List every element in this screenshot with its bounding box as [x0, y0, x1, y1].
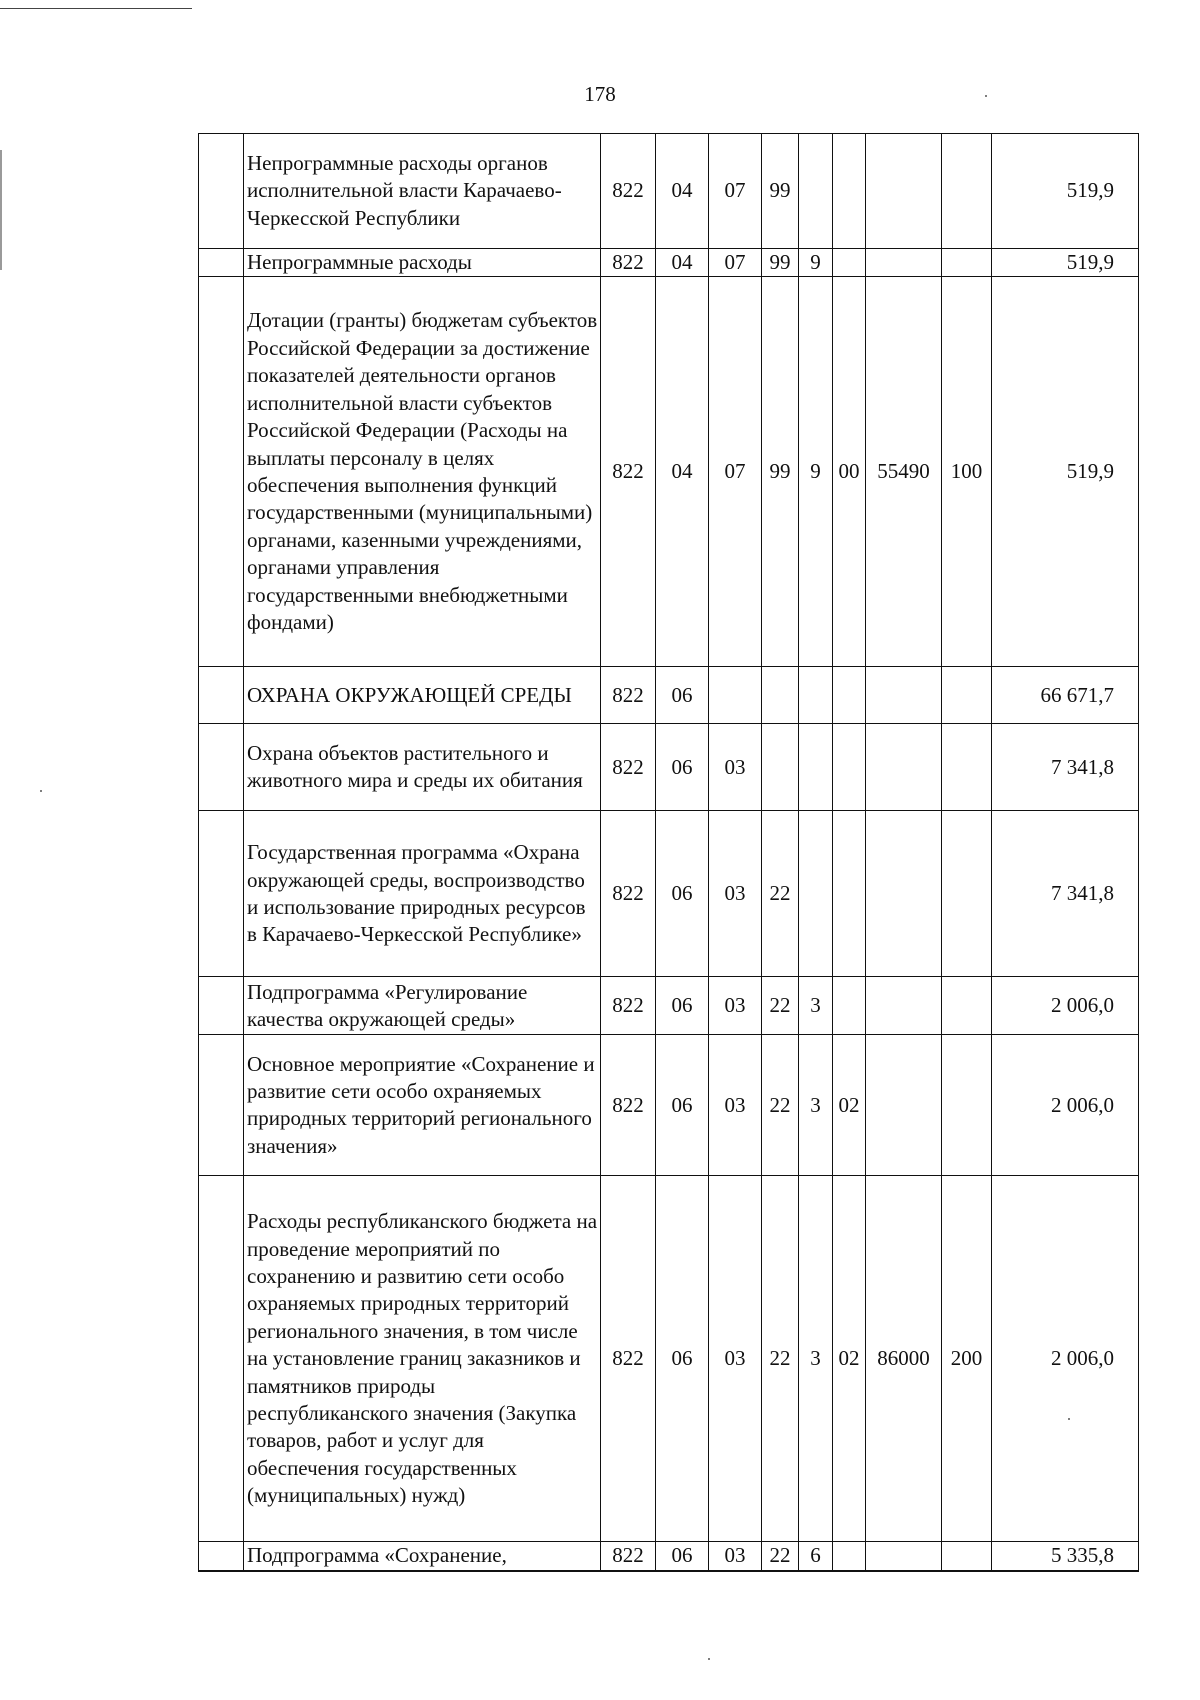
expense-name: Непрограммные расходы органов исполнительной власти Карачаево-Черкесской Республики: [244, 134, 601, 249]
expense-name: Непрограммные расходы: [244, 249, 601, 277]
subprogram-code: [799, 811, 833, 977]
row-number-cell: [199, 724, 244, 811]
expense-type-code: 200: [942, 1176, 992, 1542]
amount: 66 671,7: [992, 667, 1139, 724]
scan-edge-line: [0, 8, 192, 9]
expense-name: Охрана объектов растительного и животного мира и среды их обитания: [244, 724, 601, 811]
expense-type-code: [942, 811, 992, 977]
subprogram-code: 3: [799, 977, 833, 1035]
program-code: 99: [762, 134, 799, 249]
program-code: 22: [762, 1035, 799, 1176]
budget-table: [198, 133, 1139, 1572]
ved-code: 822: [601, 811, 656, 977]
amount: 7 341,8: [992, 724, 1139, 811]
expense-name: Дотации (гранты) бюджетам субъектов Российской Федерации за достижение показателей деятельности органов исполнительной власти субъектов Российской Федерации (Расходы на выплаты персоналу в целях обеспечения выполнения функций государственными (муниципальными) органами, казенными учреждениями, органами управления государственными внебюджетными фондами): [244, 277, 601, 667]
event-code: 00: [833, 277, 866, 667]
direction-code: 55490: [866, 277, 942, 667]
program-code: 22: [762, 977, 799, 1035]
row-number-cell: [199, 977, 244, 1035]
subsection-code: 07: [709, 277, 762, 667]
program-code: 99: [762, 277, 799, 667]
expense-type-code: [942, 134, 992, 249]
event-code: [833, 1542, 866, 1571]
amount: 5 335,8: [992, 1542, 1139, 1571]
section-code: 06: [656, 977, 709, 1035]
ved-code: 822: [601, 1542, 656, 1571]
direction-code: [866, 1035, 942, 1176]
table-row: [199, 667, 1139, 724]
subsection-code: 03: [709, 1176, 762, 1542]
table-row: [199, 977, 1139, 1035]
row-number-cell: [199, 667, 244, 724]
table-row: [199, 134, 1139, 249]
event-code: [833, 811, 866, 977]
direction-code: [866, 1542, 942, 1571]
section-code: 06: [656, 724, 709, 811]
page-number: 178: [584, 82, 616, 106]
subprogram-code: 6: [799, 1542, 833, 1571]
table-row: [199, 811, 1139, 977]
subsection-code: 07: [709, 134, 762, 249]
amount: 519,9: [992, 249, 1139, 277]
expense-type-code: [942, 1542, 992, 1571]
row-number-cell: [199, 134, 244, 249]
expense-type-code: [942, 724, 992, 811]
ved-code: 822: [601, 977, 656, 1035]
subsection-code: [709, 667, 762, 724]
expense-name: Расходы республиканского бюджета на проведение мероприятий по сохранению и развитию сети особо охраняемых природных территорий регионального значения, в том числе на установление границ заказников и памятников природы республиканского значения (Закупка товаров, работ и услуг для обеспечения государственных (муниципальных) нужд): [244, 1176, 601, 1542]
section-code: 04: [656, 277, 709, 667]
expense-name: Государственная программа «Охрана окружающей среды, воспроизводство и использование природных ресурсов в Карачаево-Черкесской Республике»: [244, 811, 601, 977]
amount: 7 341,8: [992, 811, 1139, 977]
section-code: 04: [656, 249, 709, 277]
direction-code: [866, 249, 942, 277]
table-row: [199, 1542, 1139, 1571]
amount: 519,9: [992, 277, 1139, 667]
amount: 2 006,0: [992, 977, 1139, 1035]
ved-code: 822: [601, 724, 656, 811]
event-code: 02: [833, 1176, 866, 1542]
subsection-code: 03: [709, 1035, 762, 1176]
program-code: [762, 724, 799, 811]
expense-name: Подпрограмма «Сохранение,: [244, 1542, 601, 1571]
event-code: [833, 134, 866, 249]
ved-code: 822: [601, 249, 656, 277]
subsection-code: 03: [709, 977, 762, 1035]
expense-type-code: [942, 1035, 992, 1176]
subsection-code: 07: [709, 249, 762, 277]
scan-margin-mark: [0, 150, 2, 270]
program-code: 22: [762, 1542, 799, 1571]
subsection-code: 03: [709, 1542, 762, 1571]
row-number-cell: [199, 1176, 244, 1542]
direction-code: 86000: [866, 1176, 942, 1542]
section-code: 04: [656, 134, 709, 249]
event-code: [833, 667, 866, 724]
expense-type-code: [942, 249, 992, 277]
row-number-cell: [199, 249, 244, 277]
section-code: 06: [656, 1542, 709, 1571]
program-code: 99: [762, 249, 799, 277]
subprogram-code: [799, 667, 833, 724]
expense-type-code: [942, 977, 992, 1035]
amount: 519,9: [992, 134, 1139, 249]
table-row: [199, 724, 1139, 811]
ved-code: 822: [601, 134, 656, 249]
direction-code: [866, 977, 942, 1035]
row-number-cell: [199, 811, 244, 977]
event-code: 02: [833, 1035, 866, 1176]
direction-code: [866, 134, 942, 249]
program-code: [762, 667, 799, 724]
ved-code: 822: [601, 1176, 656, 1542]
amount: 2 006,0: [992, 1035, 1139, 1176]
table-row: [199, 249, 1139, 277]
subprogram-code: [799, 724, 833, 811]
section-code: 06: [656, 811, 709, 977]
direction-code: [866, 667, 942, 724]
event-code: [833, 249, 866, 277]
ved-code: 822: [601, 1035, 656, 1176]
section-code: 06: [656, 1035, 709, 1176]
direction-code: [866, 811, 942, 977]
expense-name: ОХРАНА ОКРУЖАЮЩЕЙ СРЕДЫ: [244, 667, 601, 724]
subsection-code: 03: [709, 811, 762, 977]
expense-type-code: 100: [942, 277, 992, 667]
program-code: 22: [762, 811, 799, 977]
row-number-cell: [199, 1035, 244, 1176]
table-row: [199, 1035, 1139, 1176]
subprogram-code: 3: [799, 1035, 833, 1176]
event-code: [833, 977, 866, 1035]
subprogram-code: 3: [799, 1176, 833, 1542]
subprogram-code: 9: [799, 277, 833, 667]
expense-name: Основное мероприятие «Сохранение и развитие сети особо охраняемых природных территорий регионального значения»: [244, 1035, 601, 1176]
event-code: [833, 724, 866, 811]
scan-speck: [708, 1658, 710, 1660]
amount: 2 006,0: [992, 1176, 1139, 1542]
table-row: [199, 1176, 1139, 1542]
scan-speck: [40, 790, 42, 792]
ved-code: 822: [601, 277, 656, 667]
ved-code: 822: [601, 667, 656, 724]
expense-name: Подпрограмма «Регулирование качества окружающей среды»: [244, 977, 601, 1035]
subsection-code: 03: [709, 724, 762, 811]
row-number-cell: [199, 1542, 244, 1571]
row-number-cell: [199, 277, 244, 667]
subprogram-code: 9: [799, 249, 833, 277]
table-row: [199, 277, 1139, 667]
direction-code: [866, 724, 942, 811]
section-code: 06: [656, 1176, 709, 1542]
program-code: 22: [762, 1176, 799, 1542]
expense-type-code: [942, 667, 992, 724]
section-code: 06: [656, 667, 709, 724]
subprogram-code: [799, 134, 833, 249]
